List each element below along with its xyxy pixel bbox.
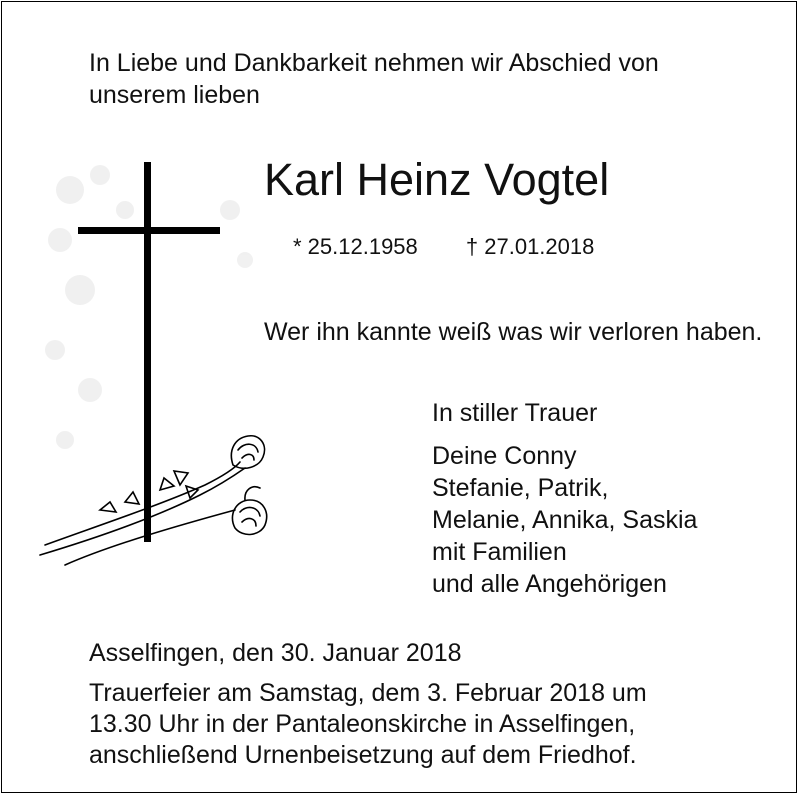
birth-date: * 25.12.1958: [293, 234, 418, 259]
ceremony-line: 13.30 Uhr in der Pantaleonskirche in Asselfingen,: [89, 710, 636, 738]
intro-text: In Liebe und Dankbarkeit nehmen wir Abschied von unserem lieben: [89, 49, 659, 109]
family-list: [432, 440, 697, 600]
family-member: mit Familien: [432, 538, 567, 566]
place-and-date: Asselfingen, den 30. Januar 2018: [89, 639, 462, 667]
death-date: † 27.01.2018: [465, 234, 595, 259]
deceased-name: Karl Heinz Vogtel: [264, 154, 610, 205]
life-dates: [293, 233, 594, 261]
ceremony-info: [89, 678, 779, 771]
memorial-quote: Wer ihn kannte weiß was wir verloren haben.: [264, 318, 763, 346]
family-member: Stefanie, Patrik,: [432, 474, 609, 502]
mourning-line: In stiller Trauer: [432, 399, 598, 427]
ceremony-line: Trauerfeier am Samstag, dem 3. Februar 2018 um: [89, 679, 647, 707]
rose-illustration: [40, 436, 267, 565]
cross-and-rose-illustration: [30, 150, 280, 580]
cross-icon: [78, 162, 220, 542]
ceremony-line: anschließend Urnenbeisetzung auf dem Friedhof.: [89, 741, 637, 769]
family-member: und alle Angehörigen: [432, 570, 667, 598]
family-member: Melanie, Annika, Saskia: [432, 506, 698, 534]
family-member: Deine Conny: [432, 442, 577, 470]
